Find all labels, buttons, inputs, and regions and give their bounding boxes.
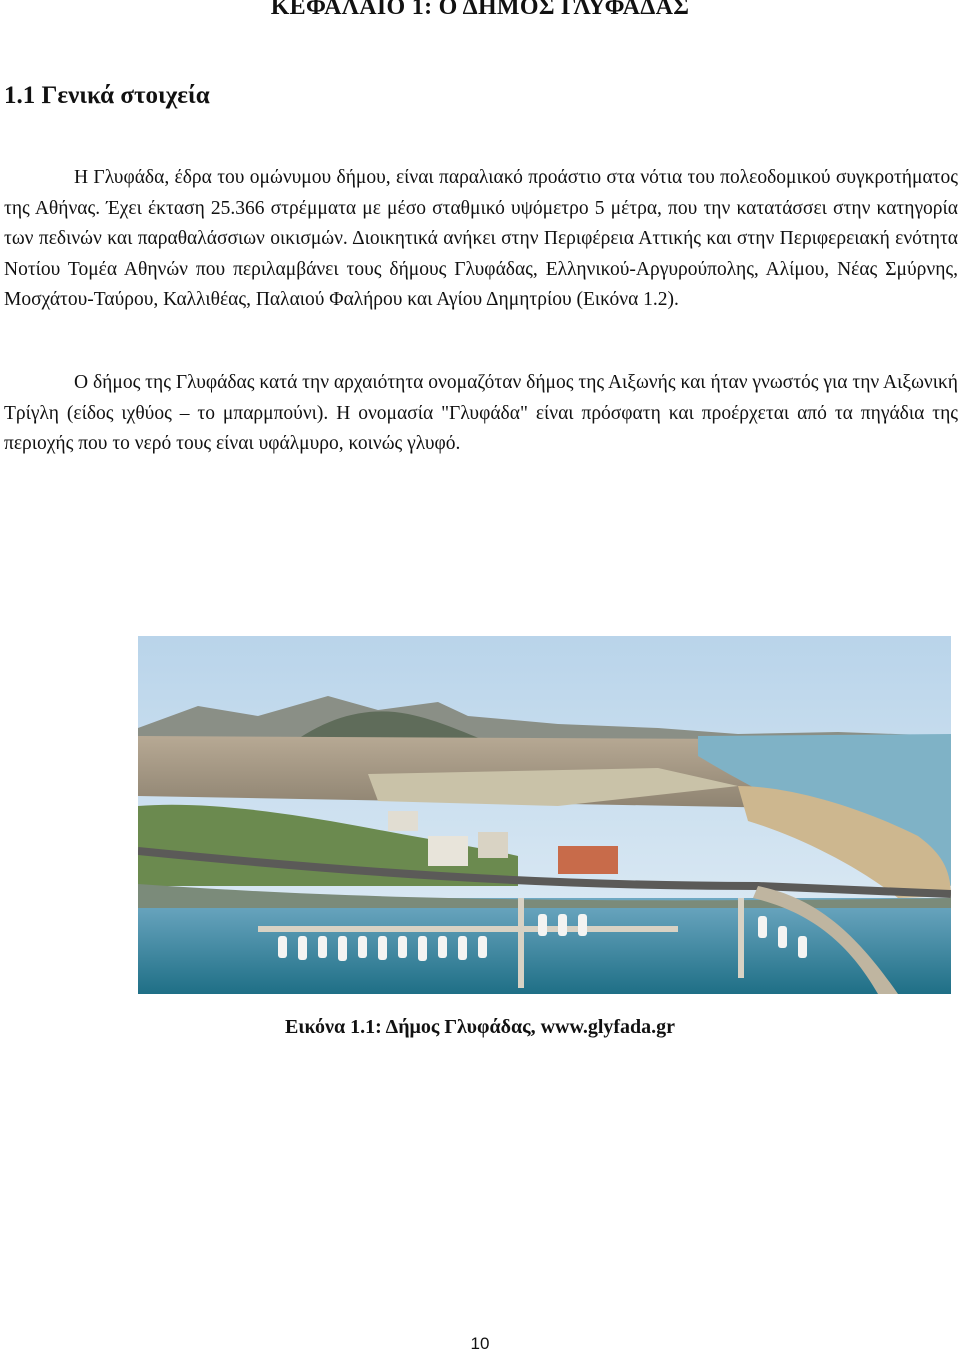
page-number: 10	[470, 1334, 490, 1353]
section-title: 1.1 Γενικά στοιχεία	[4, 82, 210, 109]
figure-caption: Εικόνα 1.1: Δήμος Γλυφάδας, www.glyfada.gr	[284, 1016, 676, 1038]
paragraph-history: Ο δήμος της Γλυφάδας κατά την αρχαιότητα ονομαζόταν δήμος της Αιξωνής και ήταν γνωστός για την Αιξωνική Τρίγλη (είδος ιχθύος – το μπαρμπούνι). Η ονομασία "Γλυφάδα" είναι πρόσφατη και προέρχεται από τα πηγάδια της περιοχής που το νερό τους είναι υφάλμυρο, κοινώς γλυφό.	[4, 372, 958, 454]
paragraph-general-info: Η Γλυφάδα, έδρα του ομώνυμου δήμου, είναι παραλιακό προάστιο στα νότια του πολεοδομικού συγκροτήματος της Αθήνας. Έχει έκταση 25.366 στρέμματα με μέσο σταθμικό υψόμετρο 5 μέτρα, που την κατατάσσει στην κατηγορία των πεδινών και παραθαλάσσιων οικισμών. Διοικητικά ανήκει στην Περιφέρεια Αττικής και στην Περιφερειακή ενότητα Νοτίου Τομέα Αθηνών που περιλαμβάνει τους δήμους Γλυφάδας, Ελληνικού-Αργυρούπολης, Αλίμου, Νέας Σμύρνης, Μοσχάτου-Ταύρου, Καλλιθέας, Παλαιού Φαλήρου και Αγίου Δημητρίου (Εικόνα 1.2).	[4, 167, 958, 310]
chapter-title: ΚΕΦΑΛΑΙΟ 1: Ο ΔΗΜΟΣ ΓΛΥΦΑΔΑΣ	[270, 0, 690, 20]
aerial-photo-glyfada	[138, 636, 951, 994]
